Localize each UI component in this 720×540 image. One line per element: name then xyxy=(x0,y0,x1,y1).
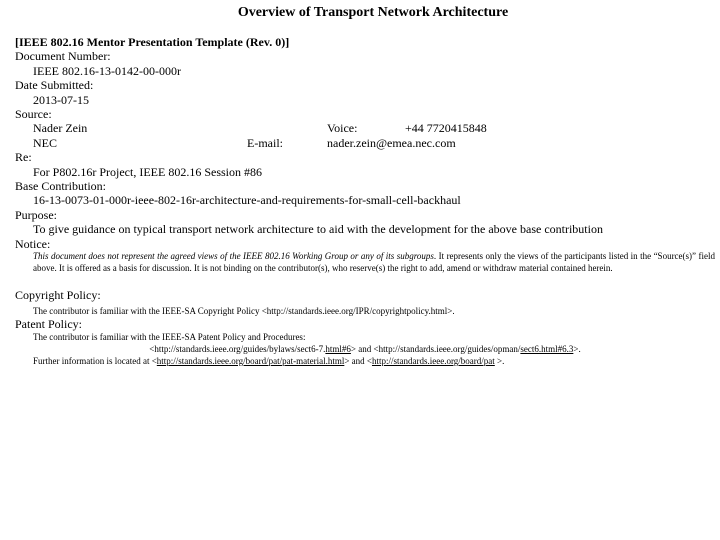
notice-block xyxy=(15,250,715,274)
document-number-label: Document Number: xyxy=(15,49,111,64)
header-info xyxy=(15,35,715,251)
base-value: 16-13-0073-01-000r-ieee-802-16r-architecture-and-requirements-for-small-cell-backhaul xyxy=(33,193,461,208)
email-value: nader.zein@emea.nec.com xyxy=(327,135,456,150)
notice-rest: . It represents only the views of the participants listed in the “Source(s)” field above. It is offered as a basis for discussion. It is not binding on the contributor(s), who reserve(s) the right to add, amend or withdraw material contained herein. xyxy=(33,251,715,273)
source-name: Nader Zein xyxy=(33,121,88,136)
copyright-block xyxy=(15,305,715,317)
page-title: Overview of Transport Network Architecture xyxy=(237,5,509,20)
copyright-text: The contributor is familiar with the IEEE-SA Copyright Policy <http://standards.ieee.org/IPR/copyrightpolicy.html>. xyxy=(33,306,455,316)
voice-value: +44 7720415848 xyxy=(405,121,487,136)
source-row-1 xyxy=(15,121,715,135)
purpose-label: Purpose: xyxy=(15,207,57,222)
notice-italic: This document does not represent the agreed views of the IEEE 802.16 Working Group or any of its subgroups xyxy=(33,251,434,261)
patent-line-3-a: Further information is located at < xyxy=(33,356,157,366)
notice-text xyxy=(15,250,715,274)
patent-line-2 xyxy=(15,343,715,355)
patent-line-2-c: >. xyxy=(573,344,581,354)
patent-label: Patent Policy: xyxy=(15,317,82,331)
patent-line-2-b: > and <http://standards.ieee.org/guides/opman/ xyxy=(350,344,521,354)
date-label: Date Submitted: xyxy=(15,78,94,93)
patent-block xyxy=(15,331,715,367)
source-label: Source: xyxy=(15,107,52,122)
purpose-value: To give guidance on typical transport network architecture to aid with the development for the above base contribution xyxy=(33,222,603,237)
re-value: For P802.16r Project, IEEE 802.16 Session #86 xyxy=(33,164,262,179)
document-number-value: IEEE 802.16-13-0142-00-000r xyxy=(33,63,181,78)
pat-material-link[interactable]: http://standards.ieee.org/board/pat/pat-material.html xyxy=(156,356,345,366)
source-row-2 xyxy=(15,136,715,150)
patent-bylaws-link[interactable]: html#6 xyxy=(325,344,351,354)
base-label: Base Contribution: xyxy=(15,179,106,194)
copyright-label: Copyright Policy: xyxy=(15,288,101,302)
source-org: NEC xyxy=(33,135,57,150)
template-header: [IEEE 802.16 Mentor Presentation Template (Rev. 0)] xyxy=(15,35,290,49)
patent-line-2-a: <http://standards.ieee.org/guides/bylaws/sect6-7. xyxy=(149,344,326,354)
patent-line-3-c: >. xyxy=(494,356,505,366)
patent-line-1: The contributor is familiar with the IEEE-SA Patent Policy and Procedures: xyxy=(33,332,306,342)
date-value: 2013-07-15 xyxy=(33,92,89,107)
re-label: Re: xyxy=(15,150,32,165)
email-label: E-mail: xyxy=(247,135,283,150)
notice-label: Notice: xyxy=(15,236,51,251)
patent-opman-link[interactable]: sect6.html#6.3 xyxy=(520,344,574,354)
pat-board-link[interactable]: http://standards.ieee.org/board/pat xyxy=(371,356,495,366)
patent-line-3-b: > and < xyxy=(344,356,372,366)
voice-label: Voice: xyxy=(327,121,358,136)
patent-line-3 xyxy=(15,355,715,367)
